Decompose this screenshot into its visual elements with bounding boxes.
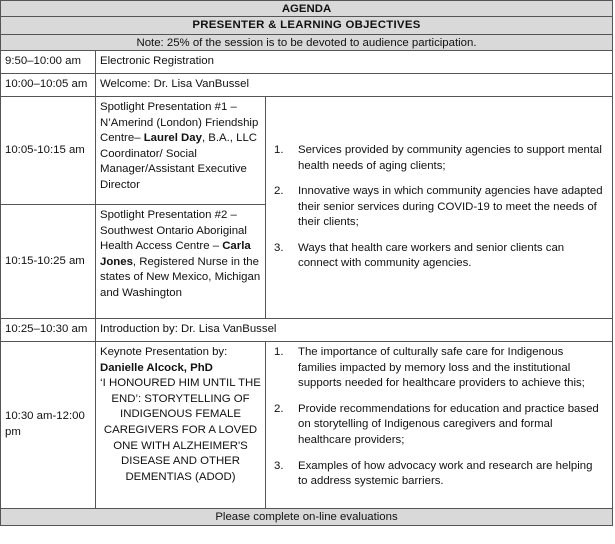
spotlight1-intro: Spotlight Presentation #1 – N’Amerind (London) Friendship Centre– <box>100 101 259 145</box>
objective-number: 3. <box>274 459 284 472</box>
objective-number: 2. <box>274 185 284 198</box>
spotlight1-details: , B.A., LLC Coordinator/ Social Manager/Assistant Executive Director <box>100 132 258 191</box>
spotlight1-row <box>1 97 613 205</box>
spotlight2-description <box>96 205 266 319</box>
agenda-title: AGENDA <box>1 1 613 17</box>
introduction-row <box>1 319 613 342</box>
objective-number: 1. <box>274 143 284 156</box>
participation-note: Note: 25% of the session is to be devoted to audience participation. <box>1 35 613 51</box>
introduction-text: Introduction by: Dr. Lisa VanBussel <box>96 319 613 342</box>
spotlight2-presenter: Carla Jones <box>100 240 251 268</box>
keynote-presenter: Danielle Alcock, PhD <box>100 361 213 374</box>
keynote-description <box>96 342 266 509</box>
objective-item <box>274 184 604 231</box>
spotlight1-description <box>96 97 266 205</box>
spotlight2-time: 10:15-10:25 am <box>1 205 96 319</box>
keynote-objectives-list <box>274 345 604 490</box>
objective-number: 1. <box>274 346 284 358</box>
objective-item <box>274 143 604 174</box>
keynote-intro: Keynote Presentation by: <box>100 346 228 358</box>
evaluation-footer: Please complete on-line evaluations <box>1 509 613 526</box>
objective-text: Provide recommendations for education and practice based on storytelling of Indigenous caregivers and formal healthcare providers; <box>298 402 599 446</box>
introduction-time: 10:25–10:30 am <box>1 319 96 342</box>
objective-item <box>274 402 604 449</box>
objective-item <box>274 345 604 392</box>
objective-item <box>274 241 604 272</box>
objective-item <box>274 459 604 490</box>
welcome-row <box>1 74 613 97</box>
objective-text: Innovative ways in which community agencies have adapted their senior services during COVID-19 to meet the needs of their clients; <box>298 185 603 229</box>
objective-number: 2. <box>274 402 284 415</box>
spotlight1-time: 10:05-10:15 am <box>1 97 96 205</box>
objective-number: 3. <box>274 241 284 254</box>
spotlight1-presenter: Laurel Day <box>143 132 202 145</box>
spotlight2-intro: Spotlight Presentation #2 – Southwest Ontario Aboriginal Health Access Centre – <box>100 209 247 253</box>
objective-text: Examples of how advocacy work and research are helping to address systemic barriers. <box>298 459 593 488</box>
objective-text: Services provided by community agencies to support mental health needs of aging clients; <box>298 143 602 172</box>
welcome-text: Welcome: Dr. Lisa VanBussel <box>96 74 613 97</box>
registration-time: 9:50–10:00 am <box>1 51 96 74</box>
presenter-objectives-heading: PRESENTER & LEARNING OBJECTIVES <box>1 17 613 35</box>
objective-text: Ways that health care workers and senior clients can connect with community agencies. <box>298 241 565 270</box>
keynote-objectives-cell <box>266 342 613 509</box>
registration-text: Electronic Registration <box>96 51 613 74</box>
objective-text: The importance of culturally safe care for Indigenous families impacted by memory loss and the institutional supports needed for healthcare providers to achieve this; <box>298 346 585 390</box>
keynote-title: ‘I HONOURED HIM UNTIL THE END’: STORYTELLING OF INDIGENOUS FEMALE CAREGIVERS FOR A LOVED ONE WITH ALZHEIMER'S DISEASE AND OTHER DEMENTIAS (ADOD) <box>100 377 261 483</box>
registration-row <box>1 51 613 74</box>
spotlight2-details: , Registered Nurse in the states of New Mexico, Michigan and Washington <box>100 255 261 299</box>
spotlight-objectives-list <box>274 143 604 272</box>
keynote-row <box>1 342 613 509</box>
spotlight-objectives-cell <box>266 97 613 319</box>
keynote-time: 10:30 am-12:00 pm <box>1 342 96 509</box>
welcome-time: 10:00–10:05 am <box>1 74 96 97</box>
